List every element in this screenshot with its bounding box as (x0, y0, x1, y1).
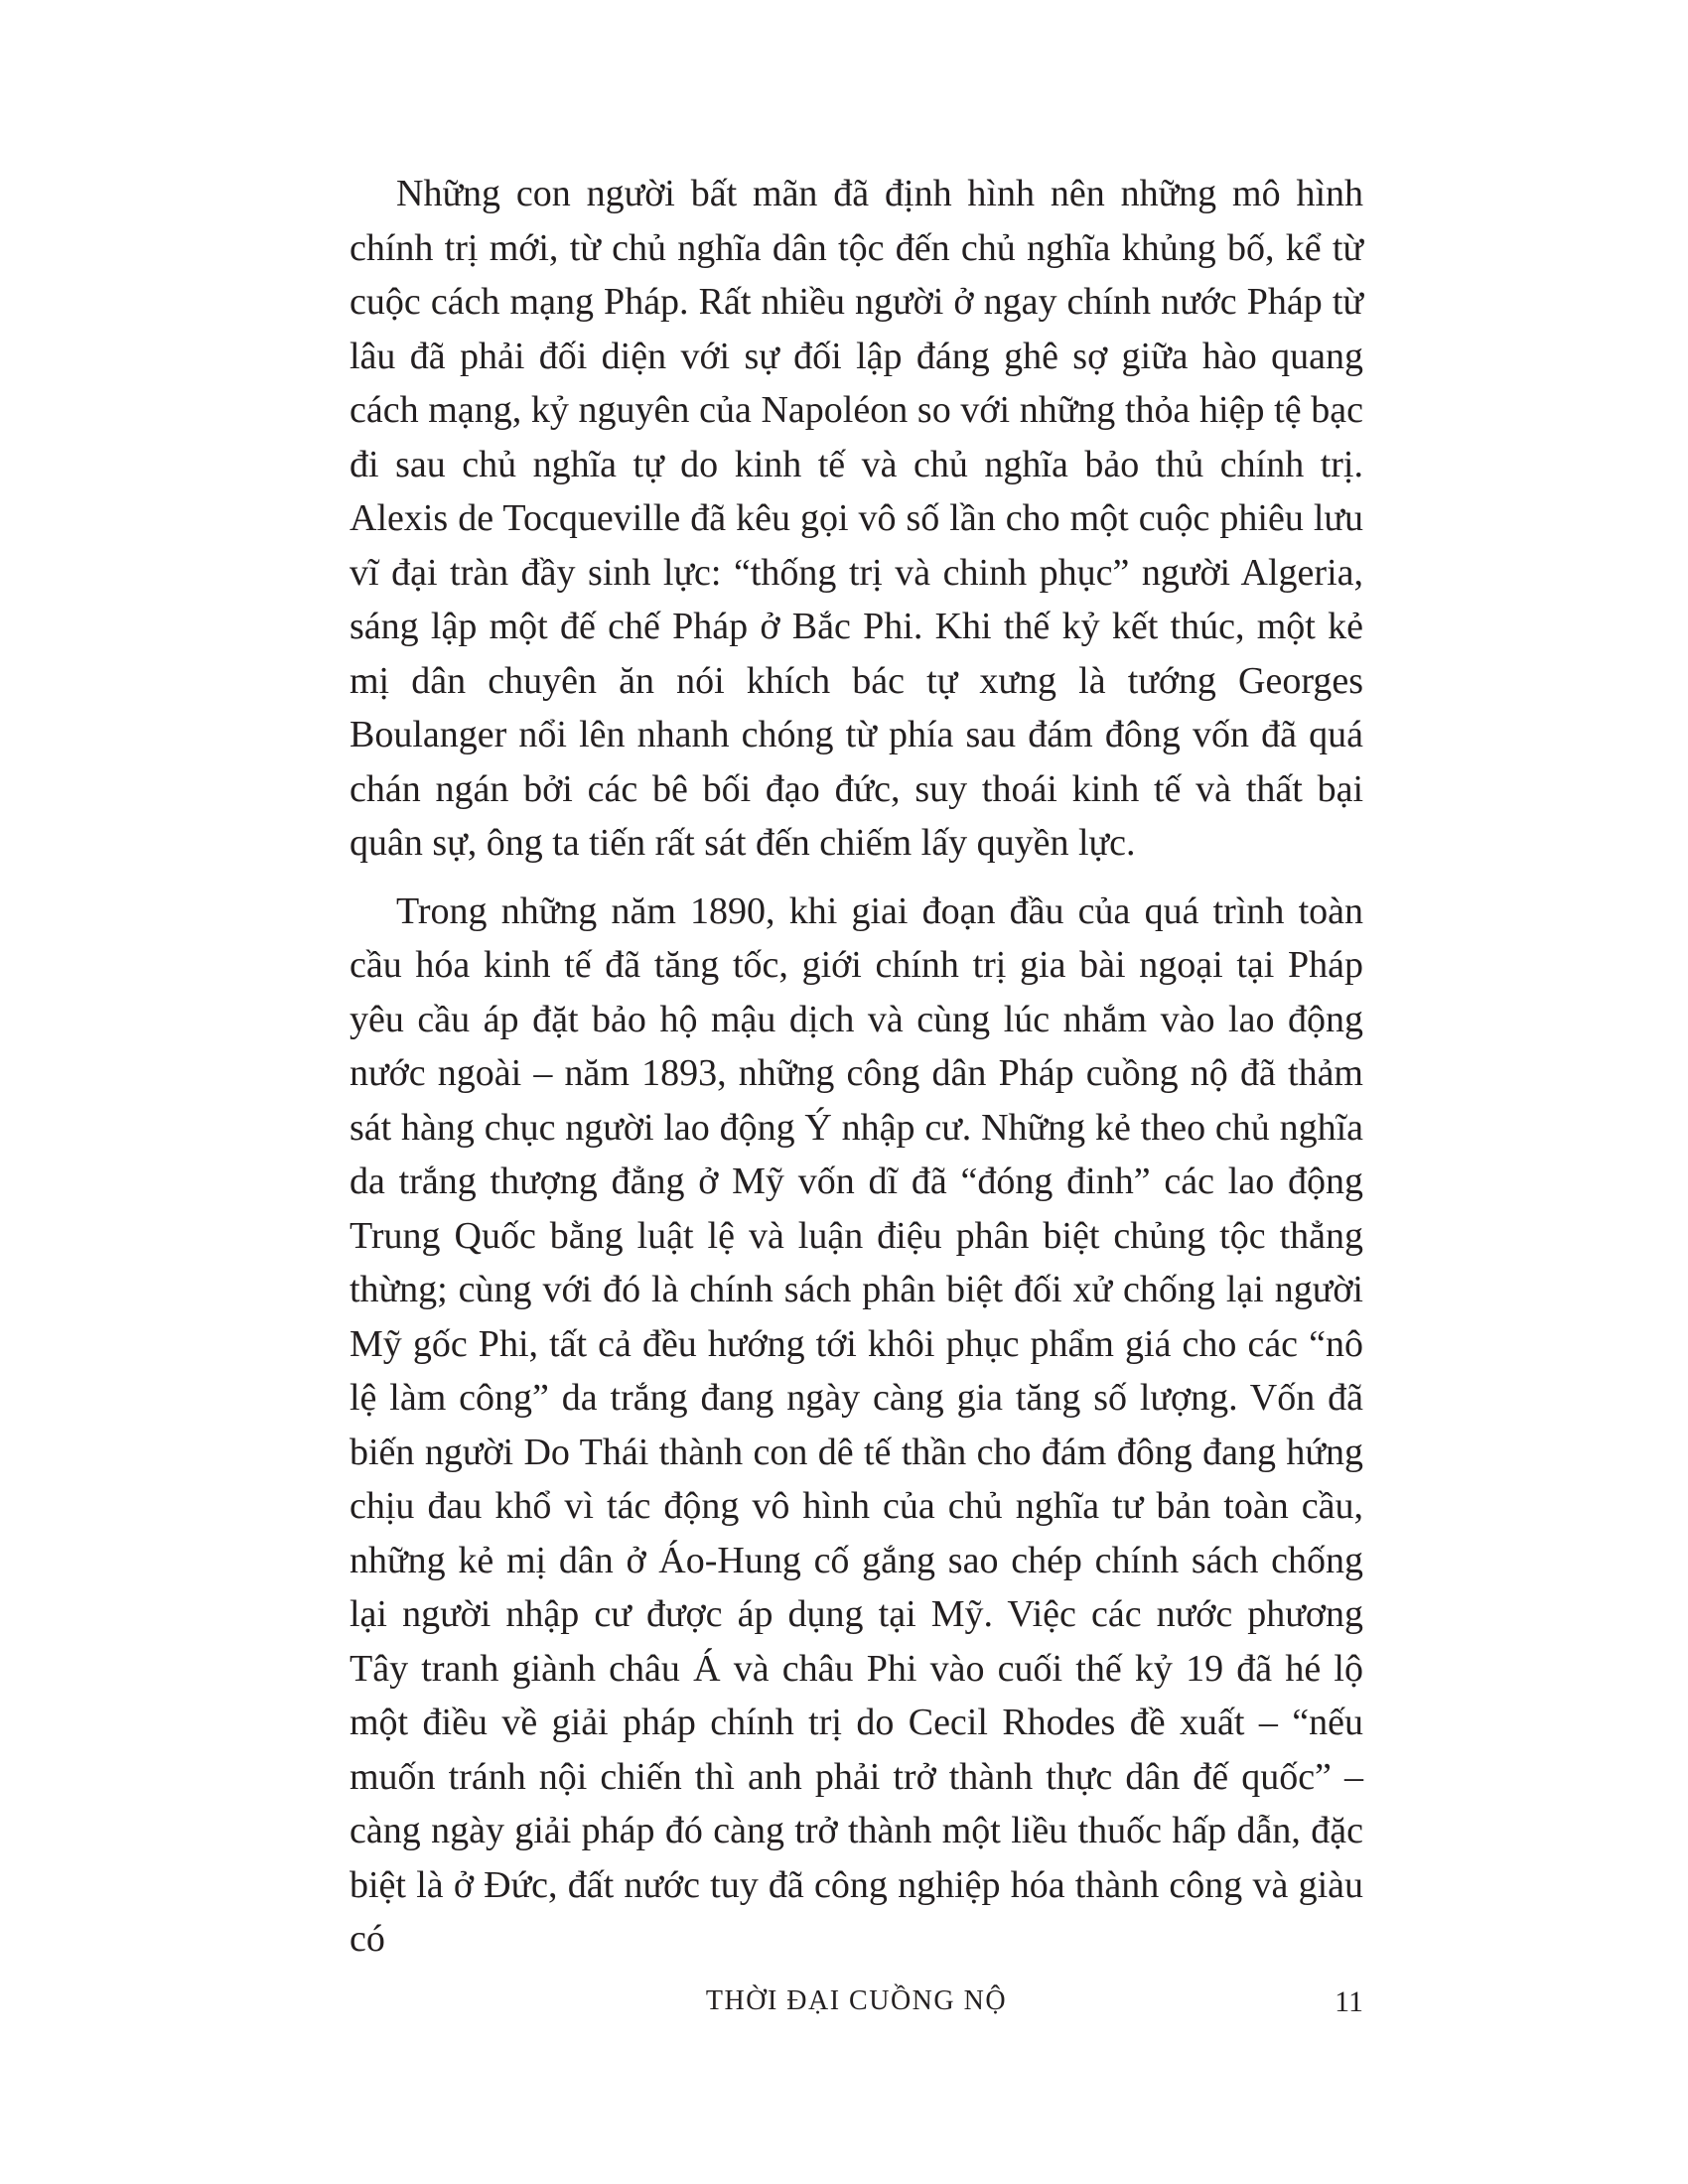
running-head: THỜI ĐẠI CUỒNG NỘ (705, 1985, 1008, 2016)
paragraph: Trong những năm 1890, khi giai đoạn đầu của quá trình toàn cầu hóa kinh tế đã tăng tốc, giới chính trị gia bài ngoại tại Pháp yêu cầu áp đặt bảo hộ mậu dịch và cùng lúc nhắm vào lao động nước ngoài – năm 1893, những công dân Pháp cuồng nộ đã thảm sát hàng chục người lao động Ý nhập cư. Những kẻ theo chủ nghĩa da trắng thượng đẳng ở Mỹ vốn dĩ đã “đóng đinh” các lao động Trung Quốc bằng luật lệ và luận điệu phân biệt chủng tộc thẳng thừng; cùng với đó là chính sách phân biệt đối xử chống lại người Mỹ gốc Phi, tất cả đều hướng tới khôi phục phẩm giá cho các “nô lệ làm công” da trắng đang ngày càng gia tăng số lượng. Vốn đã biến người Do Thái thành con dê tế thần cho đám đông đang hứng chịu đau khổ vì tác động vô hình của chủ nghĩa tư bản toàn cầu, những kẻ mị dân ở Áo-Hung cố gắng sao chép chính sách chống lại người nhập cư được áp dụng tại Mỹ. Việc các nước phương Tây tranh giành châu Á và châu Phi vào cuối thế kỷ 19 đã hé lộ một điều về giải pháp chính trị do Cecil Rhodes đề xuất – “nếu muốn tránh nội chiến thì anh phải trở thành thực dân đế quốc” – càng ngày giải pháp đó càng trở thành một liều thuốc hấp dẫn, đặc biệt là ở Đức, đất nước tuy đã công nghiệp hóa thành công và giàu có (350, 889, 1363, 1960)
page-number: 11 (1335, 1985, 1363, 2018)
paragraph: Những con người bất mãn đã định hình nên những mô hình chính trị mới, từ chủ nghĩa dân tộc đến chủ nghĩa khủng bố, kể từ cuộc cách mạng Pháp. Rất nhiều người ở ngay chính nước Pháp từ lâu đã phải đối diện với sự đối lập đáng ghê sợ giữa hào quang cách mạng, kỷ nguyên của Napoléon so với những thỏa hiệp tệ bạc đi sau chủ nghĩa tự do kinh tế và chủ nghĩa bảo thủ chính trị. Alexis de Tocqueville đã kêu gọi vô số lần cho một cuộc phiêu lưu vĩ đại tràn đầy sinh lực: “thống trị và chinh phục” người Algeria, sáng lập một đế chế Pháp ở Bắc Phi. Khi thế kỷ kết thúc, một kẻ mị dân chuyên ăn nói khích bác tự xưng là tướng Georges Boulanger nổi lên nhanh chóng từ phía sau đám đông vốn đã quá chán ngán bởi các bê bối đạo đức, suy thoái kinh tế và thất bại quân sự, ông ta tiến rất sát đến chiếm lấy quyền lực. (350, 173, 1363, 864)
body-text (350, 167, 1363, 1967)
page-footer (350, 1985, 1363, 2025)
